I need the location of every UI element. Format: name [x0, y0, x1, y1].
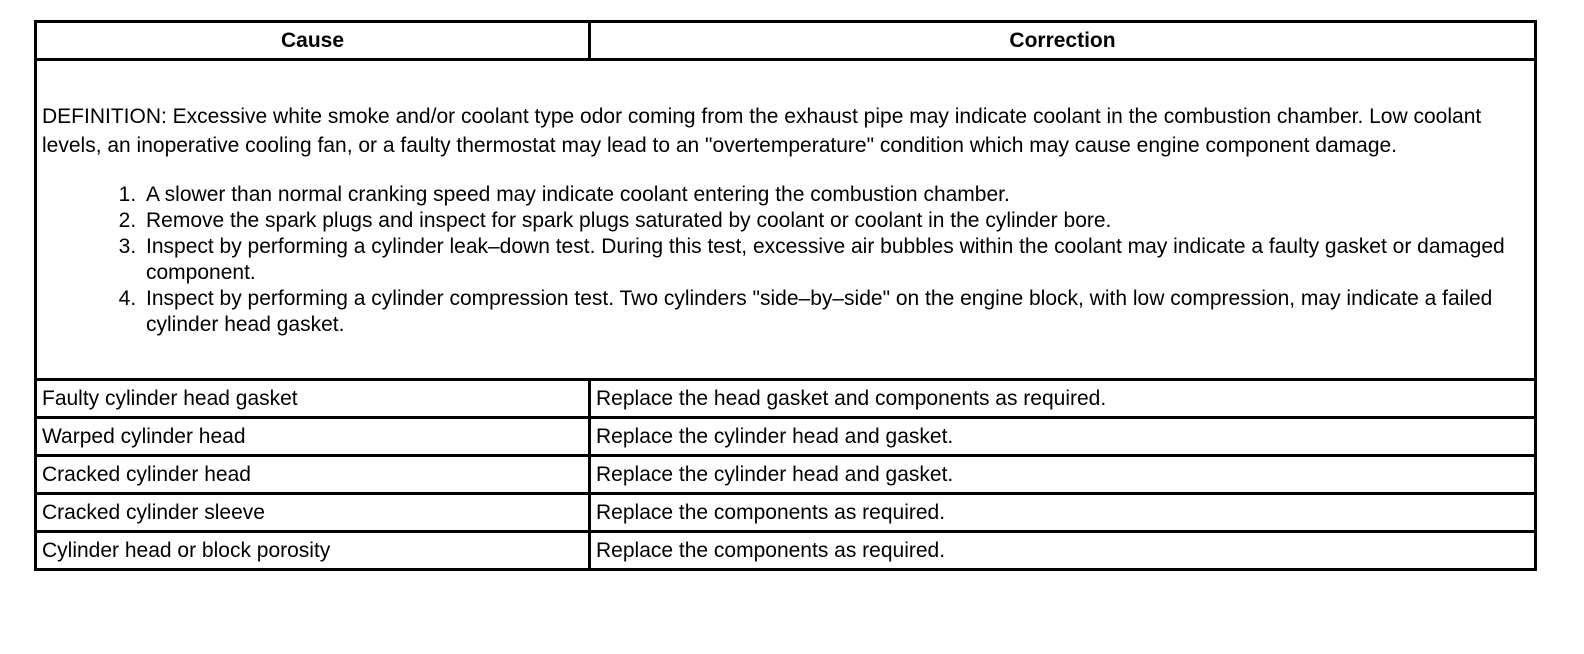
cause-cell: Faulty cylinder head gasket — [36, 380, 590, 418]
correction-cell: Replace the components as required. — [590, 494, 1536, 532]
diagnosis-table-container — [34, 20, 1534, 571]
diagnostic-step: 3. Inspect by performing a cylinder leak–down test. During this test, excessive air bubbles within the coolant may indicate a faulty gasket or damaged component. — [142, 234, 1529, 286]
table-row — [36, 380, 1536, 418]
definition-text: DEFINITION: Excessive white smoke and/or coolant type odor coming from the exhaust pipe may indicate coolant in the combustion chamber. Low coolant levels, an inoperative cooling fan, or a faulty thermostat may lead to an "overtemperature" condition which may cause engine component damage. — [42, 104, 1482, 157]
diagnostic-step: 1. A slower than normal cranking speed may indicate coolant entering the combustion chamber. — [142, 182, 1529, 208]
table-row — [36, 456, 1536, 494]
diagnostic-step: 2. Remove the spark plugs and inspect for spark plugs saturated by coolant or coolant in the cylinder bore. — [142, 208, 1529, 234]
table-row — [36, 532, 1536, 570]
cause-header: Cause — [36, 22, 590, 60]
table-row — [36, 418, 1536, 456]
correction-cell: Replace the head gasket and components as required. — [590, 380, 1536, 418]
diagnostic-steps-list — [42, 182, 1529, 338]
correction-cell: Replace the components as required. — [590, 532, 1536, 570]
table-row — [36, 494, 1536, 532]
cause-cell: Warped cylinder head — [36, 418, 590, 456]
definition-row — [36, 60, 1536, 380]
cause-cell: Cracked cylinder head — [36, 456, 590, 494]
diagnostic-step: 4. Inspect by performing a cylinder compression test. Two cylinders "side–by–side" on the engine block, with low compression, may indicate a failed cylinder head gasket. — [142, 286, 1529, 338]
correction-header: Correction — [590, 22, 1536, 60]
diagnosis-table — [34, 20, 1537, 571]
definition-cell — [36, 60, 1536, 380]
cause-cell: Cylinder head or block porosity — [36, 532, 590, 570]
header-row — [36, 22, 1536, 60]
cause-cell: Cracked cylinder sleeve — [36, 494, 590, 532]
correction-cell: Replace the cylinder head and gasket. — [590, 418, 1536, 456]
correction-cell: Replace the cylinder head and gasket. — [590, 456, 1536, 494]
